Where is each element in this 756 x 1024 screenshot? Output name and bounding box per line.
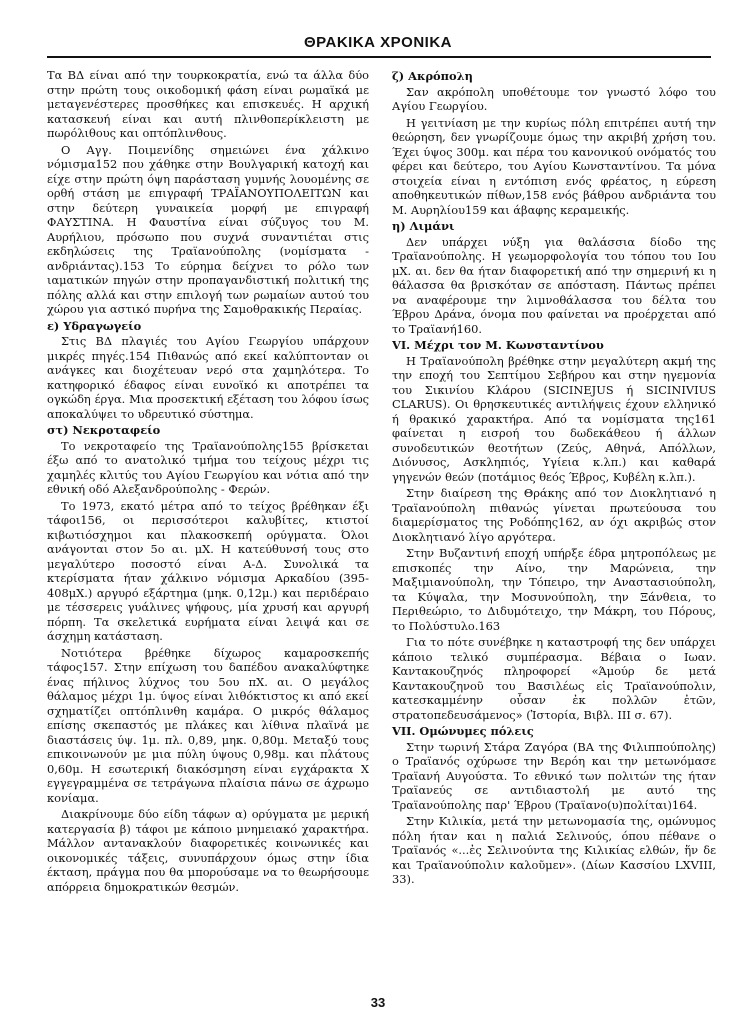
section-heading: ζ) Ακρόπολη [392, 69, 473, 83]
paragraph: Η γειτνίαση με την κυρίως πόλη επιτρέπει αυτή την θεώρηση, δεν γνωρίζουμε όμως την ακριβή χρήση του. Έχει ύψος 300μ. και πέρα του κανονικού ονόματός του φέρει και δεύτερο, του Αγίου Κωνσταντίνου. Τα μόνα στοιχεία είναι η εντόπιση ενός φρέατος, η εύρεση αποθηκευτικών πίθων,158 ενός βάθρου ανδριάντα του Μ. Αυρηλίου159 και άβαφης κεραμεικής. [392, 115, 716, 217]
paragraph: Το νεκροταφείο της Τραϊανούπολης155 βρίσκεται έξω από το ανατολικό τμήμα του τείχους μέχρι τις χαμηλές κλιτύς του Αγίου Γεωργίου και νότια από την εθνική οδό Αλεξανδρούπολης - Φερών. [47, 438, 369, 496]
paragraph: Στην τωρινή Στάρα Ζαγόρα (ΒΑ της Φιλιππούπολης) ο Τραϊανός οχύρωσε την Βερόη και την μετωνόμασε Τραϊανή Αυγούστα. Το εθνικό των πολιτών της ήταν Τραϊανεύς σε αντιδιαστολή με αυτό της Τραϊανούπολης παρ' Έβρου (Τραϊανο(υ)πολίται)164. [392, 739, 716, 812]
left-column [47, 68, 369, 896]
paragraph: Στην διαίρεση της Θράκης από τον Διοκλητιανό η Τραϊανούπολη πιθανώς γίνεται πρωτεύουσα του διαμερίσματος της Ροδόπης162, αν όχι ακριβώς στον Διοκλητιανό λίγο αργότερα. [392, 486, 716, 544]
section-heading: VI. Μέχρι τον Μ. Κωνσταντίνου [392, 338, 604, 352]
paragraph: Το 1973, εκατό μέτρα από το τείχος βρέθηκαν έξι τάφοι156, οι περισσότεροι καλυβίτες, κτιστοί κιβωτιόσχημοι και πλακοσκεπή ορύγματα. Όλοι ανάγονται στον 5ο αι. μΧ. Η κατεύθυνσή τους στο μεγαλύτερο ποσοστό είναι Α-Δ. Συνολικά τα κτερίσματα ήταν χάλκινο νόμισμα Αρκαδίου (395-408μΧ.) αργυρό εξάρτημα (μηκ. 0,12μ.) και περιδέραιο με τέσσερεις γυάλινες ψήφους, μία χρυσή και αργυρή πόρπη. Τα σκελετικά ευρήματα είναι λειψά και σε άσχημη κατάσταση. [47, 498, 369, 643]
paragraph: Στην Βυζαντινή εποχή υπήρξε έδρα μητροπόλεως με επισκοπές την Αίνο, την Μαρώνεια, την Μαξιμιανούπολη, την Τόπειρο, την Αναστασιούπολη, τα Κύψαλα, την Μοσυνούπολη, την Ξάνθεια, το Περιθεώριο, το Διδυμότειχο, την Μάκρη, του Πόρους, το Πολύστυλο.163 [392, 546, 716, 633]
right-column [392, 68, 716, 889]
section-heading: η) Λιμάνι [392, 219, 455, 233]
paragraph: Ο Αγγ. Ποιμενίδης σημειώνει ένα χάλκινο νόμισμα152 που χάθηκε στην Βουλγαρική κατοχή και είχε στην πρώτη όψη παράσταση γυμνής λουομένης σε ορθή στάση με επιγραφή ΤΡΑΪΑΝΟΥΠΟΛΕΙΤΩΝ και στην δεύτερη γυναικεία μορφή με επιγραφή ΦΑΥΣΤΙΝΑ. Η Φαυστίνα είναι σύζυγος του Μ. Αυρήλιου, πρόσωπο που συχνά συναντιέται στις εκδηλώσεις της Τραϊανούπολης (νομίσματα - ανδριάντας).153 Το εύρημα δείχνει το ρόλο των ιαματικών πηγών στην προπαγανδιστική πολιτική της πόλης αλλά και στην επιλογή των ρωμαίων αυτού του χώρου για αστικό πυρήνα της Σαμοθρακικής Περαίας. [47, 142, 369, 316]
section-heading: VII. Ομώνυμες πόλεις [392, 724, 534, 738]
section-heading: ε) Υδραγωγείο [47, 318, 142, 333]
paragraph: Διακρίνουμε δύο είδη τάφων α) ορύγματα με μερική κατεργασία β) τάφοι με κάποιο μνημειακό χαρακτήρα. Μάλλον αντανακλούν διαφορετικές κοινωνικές και οικονομικές τάξεις, συνυπάρχουν όμως στην ίδια έκταση, πράγμα που θα μπορούσαμε να το θεωρήσουμε απόρρεια δημοκρατικών θεσμών. [47, 807, 369, 894]
header-rule [47, 56, 711, 58]
paragraph: Δεν υπάρχει νύξη για θαλάσσια δίοδο της Τραϊανούπολης. Η γεωμορφολογία του τόπου του Ιου μΧ. αι. δεν θα ήταν διαφορετική από την σημερινή κι η θάλασσα θα βρισκόταν σε απόσταση. Πάντως πρέπει να αναφέρουμε την λιμνοθάλασσα του δέλτα του Έβρου Δράνα, όνομα που φαίνεται να προέρχεται από το Τραϊανή160. [392, 234, 716, 336]
paragraph: Τα ΒΔ είναι από την τουρκοκρατία, ενώ τα άλλα δύο στην πρώτη τους οικοδομική φάση είναι ρωμαϊκά με μεταγενέστερες προσθήκες και επισκευές. Η αρχική κατασκευή είναι και αυτή πλινθοπερίκλειστη με πωρόλιθους και οπτόπλινθους. [47, 68, 369, 140]
paragraph: Στις ΒΔ πλαγιές του Αγίου Γεωργίου υπάρχουν μικρές πηγές.154 Πιθανώς από εκεί καλύπτονταν οι ανάγκες και διοχέτευαν νερό στα χαμηλότερα. Το κατηφορικό έδαφος είναι ευνοϊκό κι αποτρέπει τα ογκώδη έργα. Μια προσεκτική εξέταση του λόφου ίσως αποκαλύψει το υδρευτικό σύστημα. [47, 334, 369, 421]
section-heading: στ) Νεκροταφείο [47, 423, 161, 437]
paragraph: Νοτιότερα βρέθηκε δίχωρος καμαροσκεπής τάφος157. Στην επίχωση του δαπέδου ανακαλύφτηκε ένας πήλινος λύχνος του 5ου πΧ. αι. Ο μεγάλος θάλαμος μέχρι 1μ. ύψος είναι λιθόκτιστος κι από εκεί σχηματίζει οπτόπλινθη καμάρα. Ο μικρός θάλαμος επίσης σκεπαστός με πλάκες και λίθινα πλαϊνά με διαστάσεις ύψ. 1μ. πλ. 0,89, μηκ. 0,80μ. Μεταξύ τους επικοινωνούν με μια πύλη ύψους 0,98μ. και πλάτους 0,60μ. Η εσωτερική διακόσμηση είναι εγχάρακτα Χ εγγεγραμμένα σε τετράγωνα πλαίσια πάνω σε άχρωμο κονίαμα. [47, 645, 369, 805]
paragraph: Στην Κιλικία, μετά την μετωνομασία της, ομώνυμος πόλη ήταν και η παλιά Σελινούς, όπου πέθανε ο Τραϊανός «...ἐς Σελινούντα της Κιλικίας ελθών, ἥν δε και Τραϊανούπολιν καλοῦμεν». (Δίων Κασσίου LXVIII, 33). [392, 814, 716, 886]
page-number: 33 [370, 995, 386, 1010]
paragraph: Για το πότε συνέβηκε η καταστροφή της δεν υπάρχει κάποιο τελικό συμπέρασμα. Βέβαια ο Ιωαν. Καντακουζηνός πληροφορεί «Άμούρ δε μετά Καντακουζηνοῦ του Βασιλέως εἰς Τραϊανούπολιν, κατεσκαμμένην οὖσαν ἐκ πολλῶν ἐτῶν, στρατοπεδευσάμενος» (Ἱστορία, Βιβλ. ΙΙΙ σ. 67). [392, 635, 716, 722]
paragraph: Σαν ακρόπολη υποθέτουμε τον γνωστό λόφο του Αγίου Γεωργίου. [392, 84, 716, 113]
running-header: ΘΡΑΚΙΚΑ ΧΡΟΝΙΚΑ [303, 34, 453, 51]
paragraph: Η Τραϊανούπολη βρέθηκε στην μεγαλύτερη ακμή της την εποχή του Σεπτίμου Σεβήρου και στην ηγεμονία του Σικινίου Κλάρου (SICINEJUS ή SICINIVIUS CLARUS). Οι θρησκευτικές αντιλήψεις έχουν ελληνικό ή θρακικό χαρακτήρα. Από τα νομίσματα της161 φαίνεται η εισροή του δωδεκάθεου ή άλλων συνοδευτικών θεοτήτων (Ζεύς, Αθηνά, Απόλλων, Διόνυσος, Ασκληπιός, Υγίεια κ.λπ.) και καθαρά γηγενών θεών (ποτάμιος θεός Έβρος, Κυβέλη κ.λπ.). [392, 353, 716, 484]
